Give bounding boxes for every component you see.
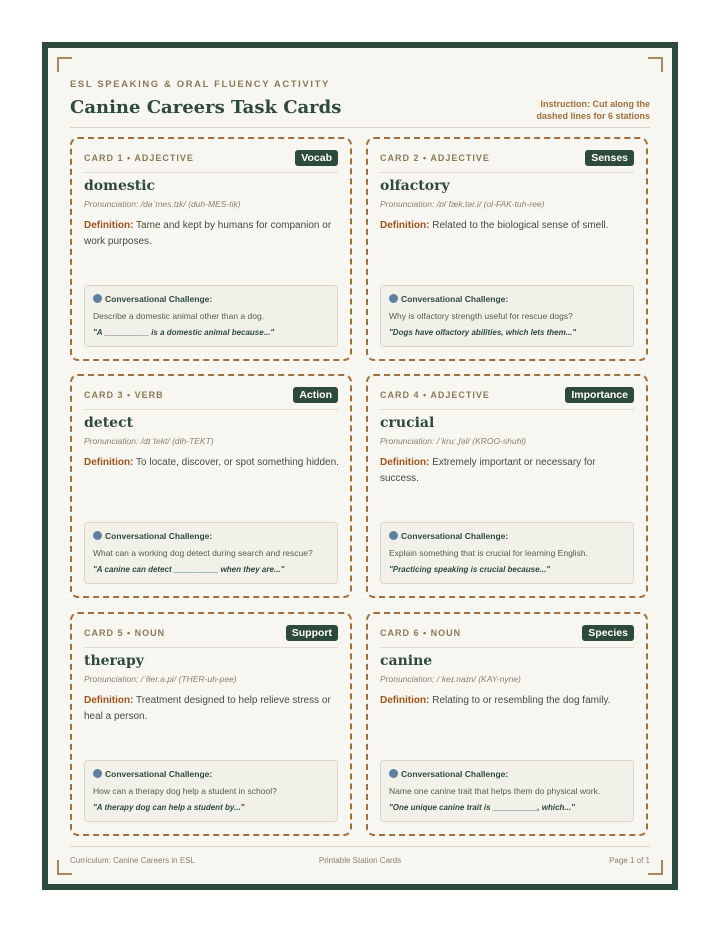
sentence-starter: "Practicing speaking is crucial because..." [389,565,550,574]
card-label: CARD 5 • NOUN [84,628,166,638]
card-tag: Species [582,625,634,641]
lightbulb-icon [93,531,102,540]
footer-description: Printable Station Cards [318,856,402,865]
card-header [84,150,338,173]
card-label: CARD 2 • ADJECTIVE [380,153,490,163]
card-header [380,387,634,410]
challenge-title [389,294,508,304]
lightbulb-icon [389,769,398,778]
challenge-prompt: Explain something that is crucial for learning English. [389,548,588,558]
conversational-challenge [380,285,634,347]
task-card [70,137,352,361]
definition [84,693,340,724]
challenge-title-text: Conversational Challenge: [401,769,509,779]
challenge-prompt: Why is olfactory strength useful for rescue dogs? [389,311,573,321]
challenge-prompt: What can a working dog detect during search and rescue? [93,548,313,558]
sentence-starter: "A __________ is a domestic animal because..." [93,328,275,337]
definition-label: Definition: [380,457,430,468]
challenge-prompt: How can a therapy dog help a student in school? [93,786,277,796]
definition [380,693,636,709]
page-number: Page 1 of 1 [609,856,650,865]
conversational-challenge [84,760,338,822]
lightbulb-icon [93,294,102,303]
task-card [366,612,648,836]
sentence-starter: "A canine can detect __________ when they are..." [93,565,285,574]
header-divider [70,127,650,128]
definition-label: Definition: [84,457,134,468]
challenge-title [389,769,508,779]
vocab-word: detect [84,415,134,431]
corner-mark [648,57,663,72]
task-card [70,374,352,598]
challenge-title [93,531,212,541]
conversational-challenge [84,285,338,347]
card-tag: Vocab [295,150,338,166]
definition-text: Treatment designed to help relieve stress or heal a person. [84,695,331,722]
card-tag: Action [293,387,338,403]
vocab-word: olfactory [380,178,450,194]
challenge-title [389,531,508,541]
pronunciation: Pronunciation: /dɪˈtekt/ (dih-TEKT) [84,436,214,446]
card-label: CARD 3 • VERB [84,390,164,400]
definition [380,455,636,486]
challenge-title [93,769,212,779]
activity-eyebrow: ESL SPEAKING & ORAL FLUENCY ACTIVITY [70,79,330,90]
page-title: Canine Careers Task Cards [70,97,342,118]
card-label: CARD 4 • ADJECTIVE [380,390,490,400]
task-card [366,137,648,361]
card-tag: Importance [565,387,634,403]
card-tag: Senses [585,150,634,166]
sentence-starter: "A therapy dog can help a student by..." [93,803,245,812]
lightbulb-icon [93,769,102,778]
card-label: CARD 1 • ADJECTIVE [84,153,194,163]
card-tag: Support [286,625,338,641]
definition-text: Tame and kept by humans for companion or work purposes. [84,220,332,247]
pronunciation: Pronunciation: /ɒlˈfæk.tər.i/ (ol-FAK-tuh-ree) [380,199,545,209]
cut-instruction: Instruction: Cut along the dashed lines for 6 stations [536,99,650,121]
lightbulb-icon [389,531,398,540]
definition-label: Definition: [84,695,134,706]
card-label: CARD 6 • NOUN [380,628,462,638]
definition-text: To locate, discover, or spot something hidden. [136,457,339,468]
vocab-word: therapy [84,653,144,669]
corner-mark [57,57,72,72]
challenge-title-text: Conversational Challenge: [401,531,509,541]
challenge-prompt: Describe a domestic animal other than a dog. [93,311,265,321]
pronunciation: Pronunciation: /dəˈmes.tɪk/ (duh-MES-tik) [84,199,241,209]
conversational-challenge [380,760,634,822]
definition-text: Related to the biological sense of smell. [432,220,609,231]
definition [380,218,636,234]
vocab-word: canine [380,653,433,669]
card-header [84,387,338,410]
sentence-starter: "Dogs have olfactory abilities, which lets them..." [389,328,577,337]
definition [84,455,340,471]
vocab-word: domestic [84,178,156,194]
card-header [84,625,338,648]
definition-label: Definition: [380,220,430,231]
worksheet [42,42,678,890]
definition-text: Relating to or resembling the dog family. [432,695,611,706]
conversational-challenge [380,522,634,584]
footer-divider [70,846,650,847]
footer-curriculum: Curriculum: Canine Careers in ESL [70,856,195,865]
challenge-title-text: Conversational Challenge: [105,769,213,779]
definition-label: Definition: [84,220,134,231]
definition-label: Definition: [380,695,430,706]
vocab-word: crucial [380,415,435,431]
challenge-title-text: Conversational Challenge: [105,294,213,304]
sentence-starter: "One unique canine trait is __________, which..." [389,803,575,812]
challenge-title-text: Conversational Challenge: [105,531,213,541]
challenge-title [93,294,212,304]
pronunciation: Pronunciation: /ˈkeɪ.naɪn/ (KAY-nyne) [380,674,521,684]
conversational-challenge [84,522,338,584]
pronunciation: Pronunciation: /ˈθer.ə.pi/ (THER-uh-pee) [84,674,237,684]
challenge-title-text: Conversational Challenge: [401,294,509,304]
lightbulb-icon [389,294,398,303]
task-card [366,374,648,598]
task-card [70,612,352,836]
definition-text: Extremely important or necessary for success. [380,457,596,484]
card-header [380,625,634,648]
definition [84,218,340,249]
challenge-prompt: Name one canine trait that helps them do physical work. [389,786,601,796]
pronunciation: Pronunciation: /ˈkruː.ʃəl/ (KROO-shuhl) [380,436,527,446]
card-header [380,150,634,173]
